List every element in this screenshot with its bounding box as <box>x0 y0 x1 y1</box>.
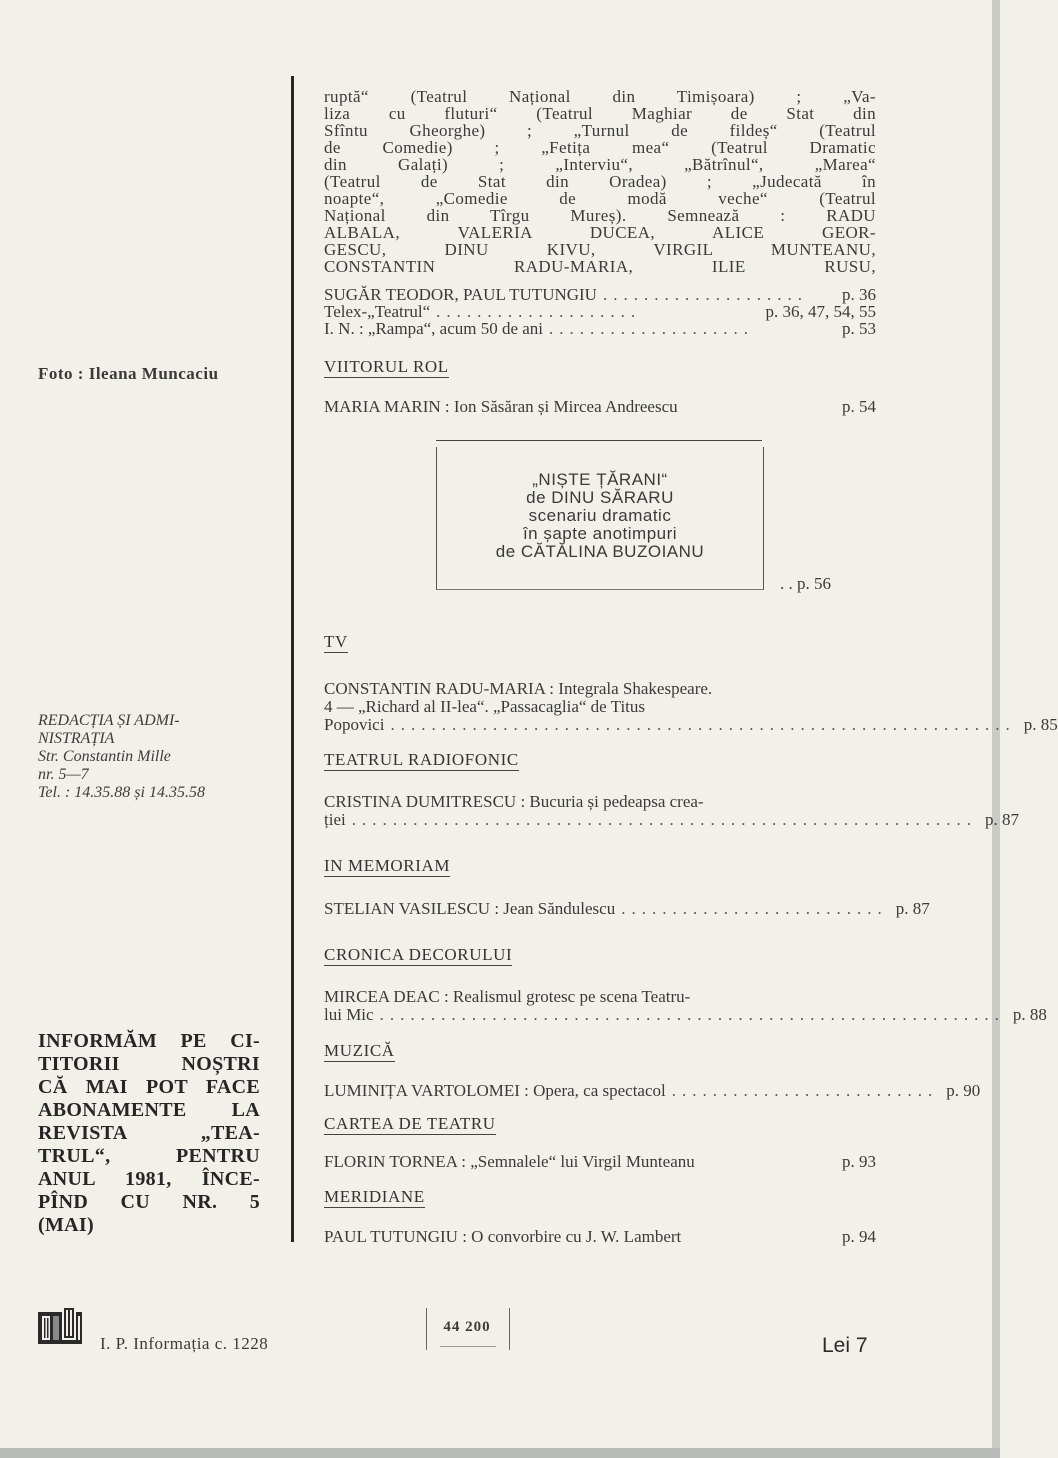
subscription-notice <box>38 1030 260 1237</box>
toc-text: MARIA MARIN : Ion Săsăran și Mircea Andreescu <box>324 397 678 416</box>
page-number: p. 94 <box>842 1227 876 1246</box>
print-run-underline <box>440 1346 496 1347</box>
section-heading: VIITORUL ROL <box>324 357 449 376</box>
toc-row <box>324 810 1019 829</box>
box-line: de CĂTĂLINA BUZOIANU <box>495 542 705 561</box>
section-heading: CRONICA DECORULUI <box>324 945 513 964</box>
section-heading: TEATRUL RADIOFONIC <box>324 750 519 769</box>
box-line: scenariu dramatic <box>528 506 672 525</box>
printer-logo-icon <box>36 1302 86 1346</box>
box-line: în șapte anotimpuri <box>522 524 678 543</box>
dot-leader: .................... <box>549 319 755 338</box>
notice-line: PÎND CU NR. 5 <box>38 1191 260 1213</box>
toc-row <box>324 286 876 303</box>
box-line: „NIȘTE ȚĂRANI“ <box>532 470 668 489</box>
notice-line: TITORII NOȘTRI <box>38 1053 260 1075</box>
toc-row <box>324 1081 981 1100</box>
page-number: p. 36, 47, 54, 55 <box>765 302 876 321</box>
section-heading: TV <box>324 632 348 651</box>
page-number: . . p. 56 <box>780 574 831 593</box>
page-number: p. 36 <box>842 285 876 304</box>
page-number: p. 53 <box>842 319 876 338</box>
toc-text: FLORIN TORNEA : „Semnalele“ lui Virgil Munteanu <box>324 1152 695 1171</box>
notice-line: (MAI) <box>38 1214 94 1236</box>
page-number: p. 87 <box>895 899 930 918</box>
toc-entry <box>324 398 876 416</box>
entry-line: Național din Tîrgu Mureș). Semnează : RADU <box>324 206 876 225</box>
toc-text: I. N. : „Rampa“, acum 50 de ani <box>324 319 544 338</box>
toc-entry <box>324 899 930 918</box>
box-top-rule <box>436 440 762 441</box>
entry-line: ruptă“ (Teatrul Național din Timișoara) ; „Va- <box>324 87 876 106</box>
page-number: p. 87 <box>984 810 1019 829</box>
dot-leader: ............................................................. <box>390 715 1016 734</box>
toc-text: Telex-„Teatrul“ <box>324 302 431 321</box>
toc-text: ției <box>324 810 346 829</box>
dot-leader: .................... <box>602 285 808 304</box>
continued-entry <box>324 88 876 275</box>
entry-line: ALBALA, VALERIA DUCEA, ALICE GEOR- <box>324 223 876 242</box>
toc-text: CRISTINA DUMITRESCU : Bucuria și pedeapsa crea- <box>324 792 704 811</box>
notice-line: CĂ MAI POT FACE <box>38 1076 260 1098</box>
toc-text: PAUL TUTUNGIU : O convorbire cu J. W. Lambert <box>324 1227 682 1246</box>
toc-entry <box>324 792 1019 829</box>
toc-text: Popovici <box>324 715 385 734</box>
toc-row <box>324 1228 876 1246</box>
toc-text: CONSTANTIN RADU-MARIA : Integrala Shakespeare. <box>324 679 713 698</box>
notice-line: ANUL 1981, ÎNCE- <box>38 1168 260 1190</box>
photo-credit: Foto : Ileana Muncaciu <box>38 364 219 383</box>
address-line: Tel. : 14.35.88 și 14.35.58 <box>38 784 205 801</box>
toc-entry <box>324 1228 876 1246</box>
page-number: p. 88 <box>1012 1005 1047 1024</box>
section-heading: MERIDIANE <box>324 1187 425 1206</box>
feature-box <box>436 447 764 590</box>
notice-line: REVISTA „TEA- <box>38 1122 260 1144</box>
toc-text: lui Mic <box>324 1005 374 1024</box>
page-number: p. 54 <box>842 397 876 416</box>
notice-line: TRUL“, PENTRU <box>38 1145 260 1167</box>
toc-text: 4 — „Richard al II-lea“. „Passacaglia“ de Titus <box>324 697 646 716</box>
editorial-address <box>38 712 268 802</box>
toc-row <box>324 320 876 337</box>
dot-leader: .......................... <box>621 899 888 918</box>
dot-leader: .......................... <box>671 1081 939 1100</box>
entry-line: GESCU, DINU KIVU, VIRGIL MUNTEANU, <box>324 240 876 259</box>
section-heading: IN MEMORIAM <box>324 856 451 875</box>
entry-line: (Teatrul de Stat din Oradea) ; „Judecată în <box>324 172 876 191</box>
dot-leader: ............................................................. <box>379 1005 1005 1024</box>
section-heading: MUZICĂ <box>324 1041 395 1060</box>
notice-line: ABONAMENTE LA <box>38 1099 260 1121</box>
address-line: Str. Constantin Mille <box>38 748 171 765</box>
toc-text: LUMINIȚA VARTOLOMEI : Opera, ca spectacol <box>324 1081 666 1100</box>
toc-row <box>324 303 876 320</box>
address-line: REDACȚIA ȘI ADMI- <box>38 712 180 729</box>
box-line: de DINU SĂRARU <box>526 488 674 507</box>
toc-entry <box>324 679 1058 734</box>
toc-text: STELIAN VASILESCU : Jean Săndulescu <box>324 899 616 918</box>
toc-entry <box>324 987 1047 1024</box>
address-line: nr. 5—7 <box>38 766 89 783</box>
printer-info: I. P. Informația c. 1228 <box>100 1334 269 1353</box>
toc-entry <box>324 1153 876 1171</box>
dot-leader: .................... <box>436 302 642 321</box>
entry-line: din Galați) ; „Interviu“, „Bătrînul“, „Marea“ <box>324 155 876 174</box>
dot-leader: ............................................................. <box>351 810 977 829</box>
toc-text: SUGĂR TEODOR, PAUL TUTUNGIU <box>324 285 597 304</box>
notice-line: INFORMĂM PE CI- <box>38 1030 260 1052</box>
toc-row <box>324 1005 1047 1024</box>
page-number: p. 85 <box>1023 715 1058 734</box>
entry-line: Sfîntu Gheorghe) ; „Turnul de fildeș“ (Teatrul <box>324 121 876 140</box>
entry-line: noapte“, „Comedie de modă veche“ (Teatrul <box>324 189 876 208</box>
toc-row <box>324 398 876 416</box>
toc-row <box>324 1153 876 1171</box>
toc-entry <box>324 1081 981 1100</box>
toc-row <box>324 899 930 918</box>
section-heading: CARTEA DE TEATRU <box>324 1114 496 1133</box>
toc-row <box>324 715 1058 734</box>
entry-line: de Comedie) ; „Fetița mea“ (Teatrul Dramatic <box>324 138 876 157</box>
address-line: NISTRAȚIA <box>38 730 115 747</box>
print-run: 44 200 <box>443 1319 491 1335</box>
page-number: p. 90 <box>946 1081 981 1100</box>
continued-tail <box>324 286 876 337</box>
entry-line: CONSTANTIN RADU-MARIA, ILIE RUSU, <box>324 257 876 276</box>
price: Lei 7 <box>822 1334 868 1357</box>
page-edge-bottom <box>0 1448 1000 1458</box>
column-divider <box>291 76 294 1242</box>
page-number: p. 93 <box>842 1152 876 1171</box>
entry-line: liza cu fluturi“ (Teatrul Maghiar de Stat din <box>324 104 876 123</box>
toc-text: MIRCEA DEAC : Realismul grotesc pe scena Teatru- <box>324 987 691 1006</box>
